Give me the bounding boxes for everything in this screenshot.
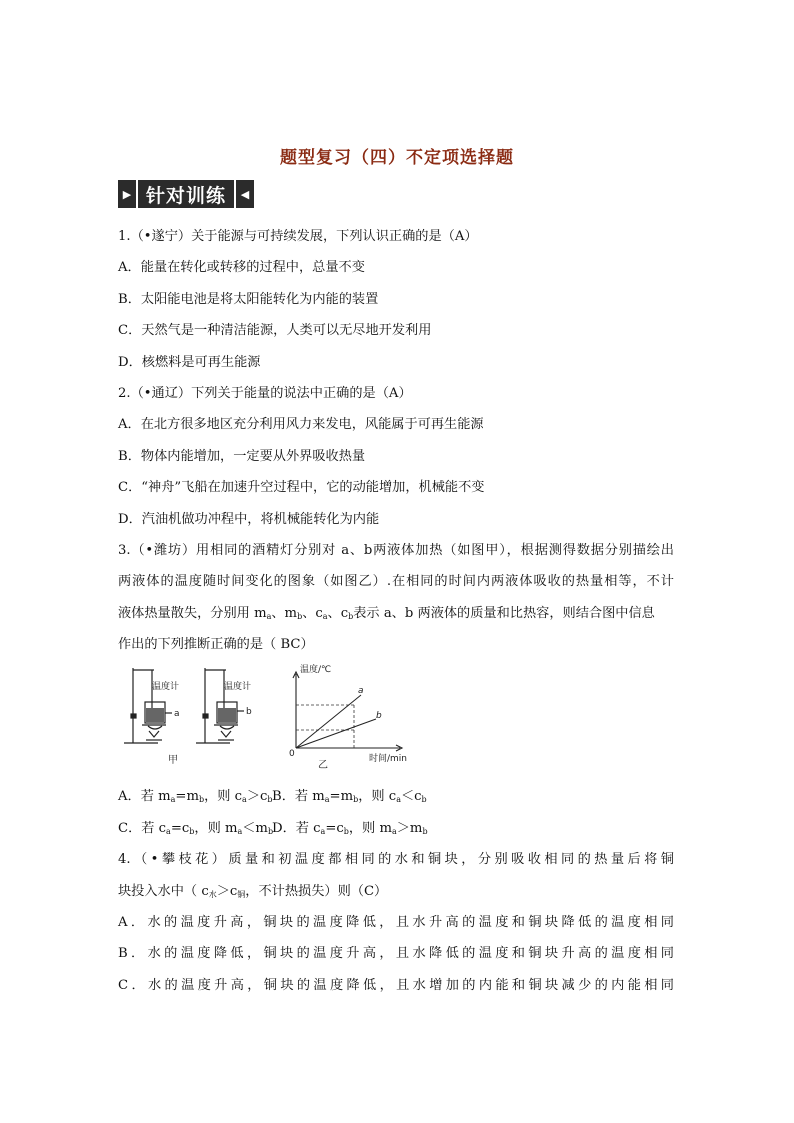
- section-banner: [118, 180, 254, 208]
- apparatus-a: [124, 668, 172, 743]
- q1-option-a: A．能量在转化或转移的过程中，总量不变: [118, 260, 365, 276]
- q3-option-d: D．若 $c_a=c_b$，则 $m_a>m_b$: [272, 820, 428, 836]
- line-b: [296, 719, 376, 748]
- q3-stem-line2: 两液体的温度随时间变化的图象（如图乙）.在相同的时间内两液体吸收的热量相等，不计: [118, 574, 674, 590]
- q3-stem-line1: 3.（•潍坊）用相同的酒精灯分别对 a、b两液体加热（如图甲），根据测得数据分别描绘出: [118, 542, 674, 558]
- q3-stem-line4: 作出的下列推断正确的是（ BC）: [118, 637, 314, 653]
- banner-label: 针对训练: [138, 180, 234, 208]
- q4-stem-line1: 4.（•攀枝花）质量和初温度都相同的水和铜块，分别吸收相同的热量后将铜: [118, 852, 674, 868]
- q4-option-c: C．水的温度升高，铜块的温度降低，且水增加的内能和铜块减少的内能相同: [118, 977, 674, 993]
- graph-lines: [296, 695, 376, 748]
- graph-axes: [293, 672, 402, 751]
- q1-option-c: C．天然气是一种清洁能源，人类可以无尽地开发利用: [118, 323, 432, 339]
- line-a-label: a: [358, 686, 364, 697]
- q1-option-d: D．核燃料是可再生能源: [118, 354, 261, 370]
- caption-left: 甲: [168, 755, 178, 767]
- q2-stem: 2.（•通辽）下列关于能量的说法中正确的是（A）: [118, 385, 412, 401]
- line-a: [296, 695, 361, 748]
- q4-option-a: A．水的温度升高，铜块的温度降低，且水升高的温度和铜块降低的温度相同: [118, 915, 674, 931]
- q1-stem: 1.（•遂宁）关于能源与可持续发展，下列认识正确的是（A）: [118, 229, 478, 244]
- q3-figure: [118, 660, 674, 781]
- thermometer-label-a: 温度计: [152, 682, 180, 693]
- q3-stem-line3: 液体热量散失，分别用 $m_a$、$m_b$、$c_a$、$c_b$表示 a、b 两液体的质量和比热容，则结合图中信息: [118, 605, 655, 621]
- origin-label: 0: [289, 749, 295, 760]
- liquid-label-b: b: [246, 707, 252, 718]
- q2-option-d: D．汽油机做功冲程中，将机械能转化为内能: [118, 511, 380, 527]
- q4-option-b: B．水的温度降低，铜块的温度升高，且水降低的温度和铜块升高的温度相同: [118, 946, 674, 962]
- q3-options-ab: [118, 781, 674, 812]
- apparatus-b: [196, 668, 244, 743]
- y-axis-label: 温度/℃: [300, 665, 332, 676]
- questions: [118, 221, 674, 1001]
- x-axis-label: 时间/min: [369, 754, 408, 765]
- q3-figure-svg: [118, 660, 418, 781]
- q1-option-b: B．太阳能电池是将太阳能转化为内能的装置: [118, 291, 379, 307]
- q3-option-b: B．若 $m_a=m_b$，则 $c_a<c_b$: [272, 789, 427, 805]
- line-b-label: b: [376, 711, 382, 722]
- q4-stem-line2: 块投入水中（ $c_水>c_铜$，不计热损失）则（C）: [118, 883, 388, 899]
- q2-option-b: B．物体内能增加，一定要从外界吸收热量: [118, 448, 366, 464]
- q3-options-cd: [118, 813, 674, 844]
- play-right-icon: ▶: [118, 180, 136, 208]
- liquid-label-a: a: [174, 709, 180, 720]
- q2-option-c: C．“神舟”飞船在加速升空过程中，它的动能增加，机械能不变: [118, 480, 485, 496]
- q2-option-a: A．在北方很多地区充分利用风力来发电，风能属于可再生能源: [118, 417, 484, 433]
- caption-right: 乙: [318, 760, 328, 772]
- q3-option-a: A．若 $m_a=m_b$，则 $c_a>c_b$: [118, 789, 273, 805]
- play-left-icon: ◀: [236, 180, 254, 208]
- page-title: 题型复习（四）不定项选择题: [280, 148, 514, 168]
- q3-option-c: C．若 $c_a=c_b$，则 $m_a<m_b$: [118, 820, 274, 836]
- thermometer-label-b: 温度计: [224, 682, 252, 693]
